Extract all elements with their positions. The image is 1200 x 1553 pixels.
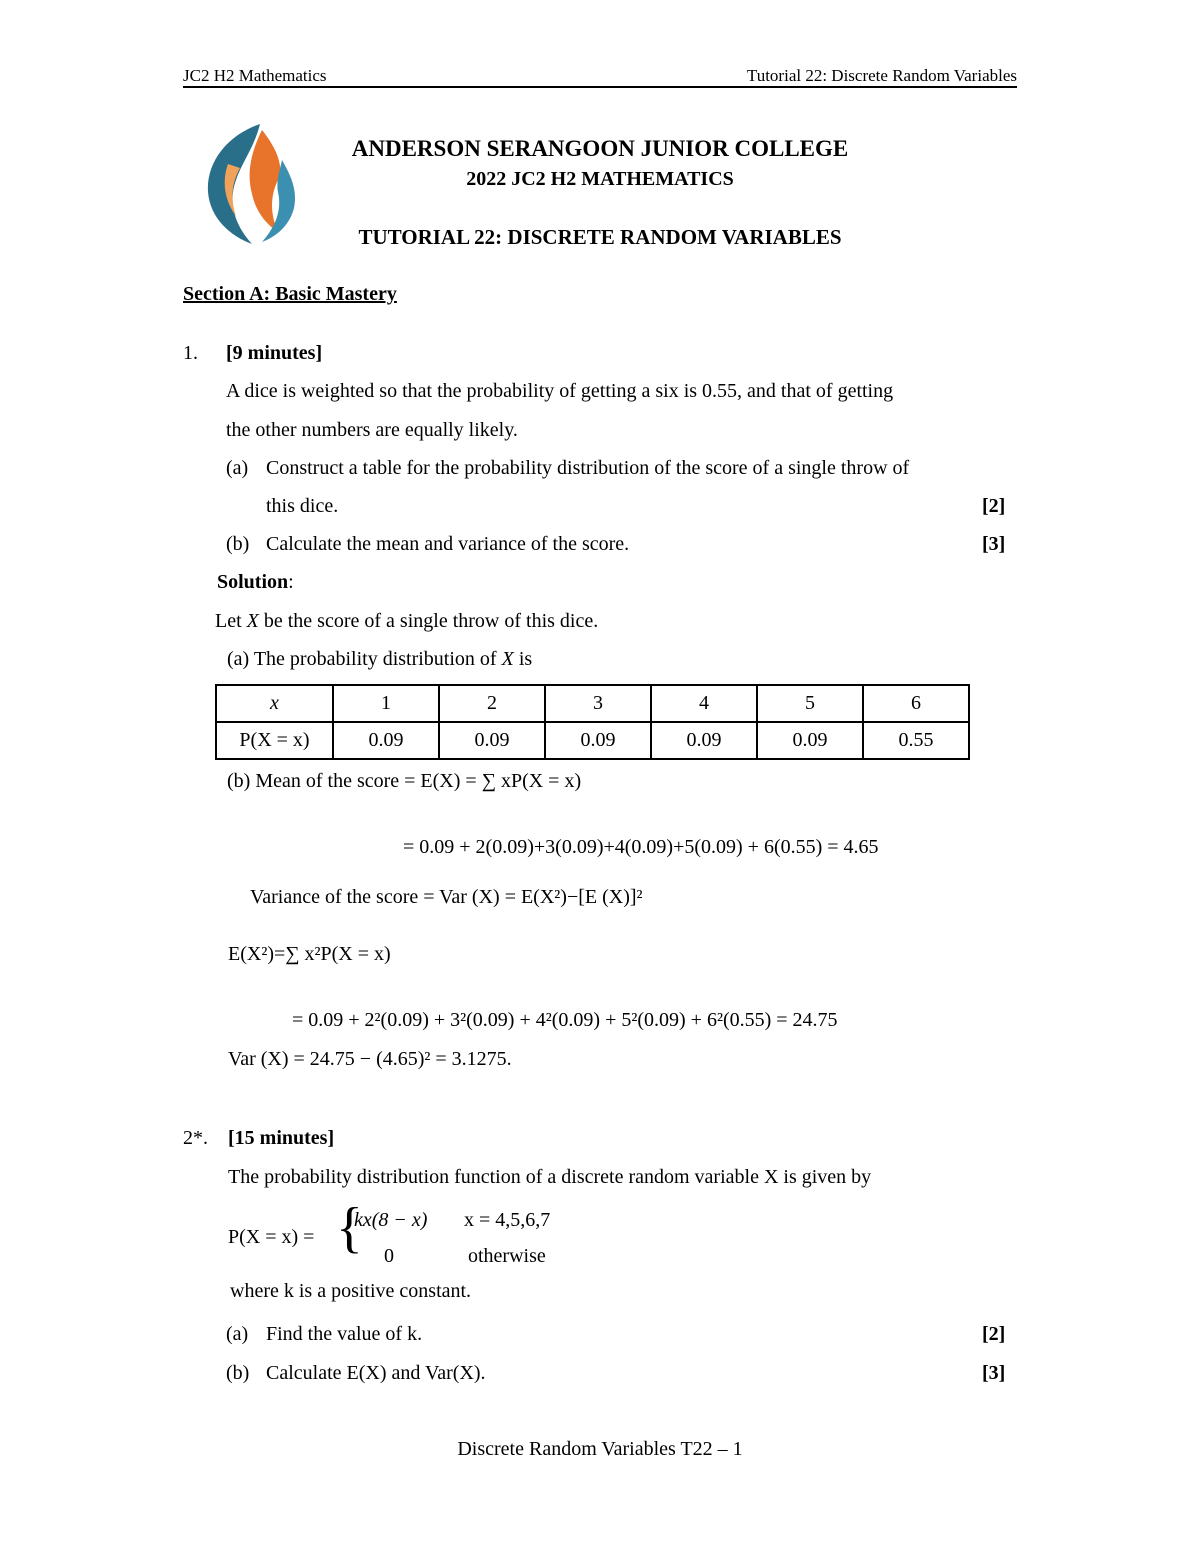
table-cell: 2 [439, 685, 545, 722]
q2a-label: (a) [226, 1323, 249, 1345]
q2-time: [15 minutes] [228, 1127, 335, 1149]
table-cell: 0.09 [651, 722, 757, 759]
table-cell: 5 [757, 685, 863, 722]
header-left: JC2 H2 Mathematics [183, 66, 327, 85]
q1b-label: (b) [226, 533, 250, 555]
ex2-calculation: = 0.09 + 2²(0.09) + 3²(0.09) + 4²(0.09) + 5²(0.09) + 6²(0.55) = 24.75 [292, 1009, 838, 1031]
page-footer: Discrete Random Variables T22 – 1 [457, 1438, 743, 1460]
college-title: ANDERSON SERANGOON JUNIOR COLLEGE [351, 136, 849, 161]
tutorial-title: TUTORIAL 22: DISCRETE RANDOM VARIABLES [358, 225, 842, 249]
q1a-text-line2: this dice. [266, 495, 339, 517]
probability-distribution-table [215, 684, 970, 760]
q2-text-line1: The probability distribution function of a discrete random variable X is given by [228, 1166, 872, 1188]
table-cell: 6 [863, 685, 969, 722]
section-heading: Section A: Basic Mastery [183, 283, 397, 305]
table-cell: 0.09 [757, 722, 863, 759]
pdf-case2-cond: otherwise [468, 1245, 546, 1267]
q2a-text: Find the value of k. [266, 1323, 423, 1345]
table-row [216, 722, 969, 759]
table-cell: 0.09 [545, 722, 651, 759]
q1-text-line2: the other numbers are equally likely. [226, 419, 518, 441]
variance-formula: Variance of the score = Var (X) = E(X²)−[E (X)]² [250, 886, 643, 908]
q1b-text: Calculate the mean and variance of the score. [266, 533, 630, 555]
q2a-marks: [2] [982, 1323, 1006, 1345]
q2-where-line: where k is a positive constant. [230, 1280, 472, 1302]
header-right: Tutorial 22: Discrete Random Variables [746, 66, 1017, 85]
table-header-x: x [216, 685, 333, 722]
q2-number: 2*. [183, 1127, 208, 1149]
q1a-text-line1: Construct a table for the probability distribution of the score of a single throw of [266, 457, 910, 479]
q2b-label: (b) [226, 1362, 250, 1384]
table-cell: 0.09 [439, 722, 545, 759]
q2b-marks: [3] [982, 1362, 1006, 1384]
variance-result: Var (X) = 24.75 − (4.65)² = 3.1275. [228, 1048, 512, 1070]
pdf-lhs: P(X = x) = [228, 1226, 315, 1248]
table-cell: 1 [333, 685, 439, 722]
table-cell: 0.55 [863, 722, 969, 759]
table-header-p: P(X = x) [216, 722, 333, 759]
table-cell: 3 [545, 685, 651, 722]
q1a-marks: [2] [982, 495, 1006, 517]
header-rule [183, 86, 1017, 88]
ex2-formula: E(X²)=∑ x²P(X = x) [228, 943, 391, 965]
solution-heading: Solution: [217, 571, 294, 593]
q1-time: [9 minutes] [226, 342, 323, 364]
solution-part-a-intro: (a) The probability distribution of X is [227, 648, 533, 670]
q1b-marks: [3] [982, 533, 1006, 555]
solution-let-line: Let X be the score of a single throw of this dice. [215, 610, 599, 632]
pdf-case1-cond: x = 4,5,6,7 [464, 1209, 551, 1231]
q1a-label: (a) [226, 457, 249, 479]
mean-formula: (b) Mean of the score = E(X) = ∑ xP(X = x) [227, 770, 582, 792]
q1-number: 1. [183, 342, 198, 364]
pdf-case2-expr: 0 [384, 1245, 394, 1267]
course-title: 2022 JC2 H2 MATHEMATICS [466, 168, 734, 190]
mean-calculation: = 0.09 + 2(0.09)+3(0.09)+4(0.09)+5(0.09) + 6(0.55) = 4.65 [403, 836, 879, 858]
pdf-brace: { [336, 1197, 363, 1259]
q2b-text: Calculate E(X) and Var(X). [266, 1362, 486, 1384]
table-cell: 0.09 [333, 722, 439, 759]
pdf-case1-expr: kx(8 − x) [354, 1209, 428, 1231]
q1-text-line1: A dice is weighted so that the probability of getting a six is 0.55, and that of getting [226, 380, 894, 402]
table-row [216, 685, 969, 722]
table-cell: 4 [651, 685, 757, 722]
